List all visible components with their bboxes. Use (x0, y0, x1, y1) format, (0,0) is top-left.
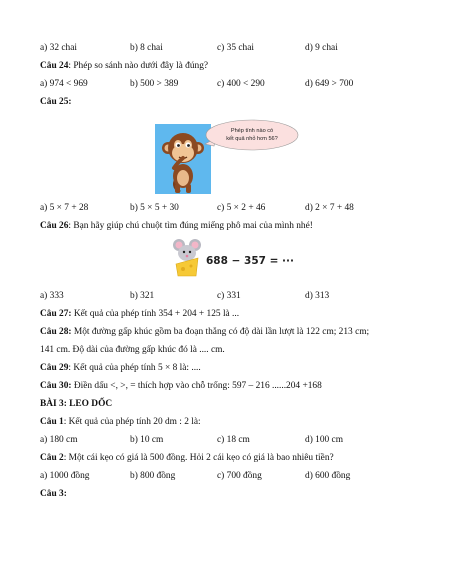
b2-text: : Một cái kẹo có giá là 500 đồng. Hỏi 2 cái kẹo có giá là bao nhiêu tiền? (63, 453, 334, 463)
option-a: a) 1000 đồng (40, 471, 90, 481)
option-d: d) 600 đồng (305, 471, 351, 481)
option-c: c) 331 (217, 291, 241, 301)
option-c: c) 35 chai (217, 43, 254, 53)
b1-question (40, 416, 201, 428)
q27-text: Kết quả của phép tính 354 + 204 + 125 là ... (71, 309, 240, 319)
q28-text: Một đường gấp khúc gồm ba đoạn thẳng có độ dài lần lượt là 122 cm; 213 cm; (71, 327, 370, 337)
option-b: b) 500 > 389 (130, 79, 179, 89)
q24-question (40, 60, 208, 72)
q24-options (40, 78, 420, 90)
option-a: a) 180 cm (40, 435, 78, 445)
q26-text: : Bạn hãy giúp chú chuột tìm đúng miếng phô mai của mình nhé! (68, 221, 313, 231)
q23-options (40, 42, 420, 54)
q30-text: Điền dấu <, >, = thích hợp vào chỗ trống: 597 – 216 ......204 +168 (71, 381, 322, 391)
option-a: a) 333 (40, 291, 64, 301)
option-d: d) 100 cm (305, 435, 344, 445)
option-a: a) 32 chai (40, 43, 77, 53)
option-c: c) 700 đồng (217, 471, 262, 481)
q24-text: : Phép so sánh nào dưới đây là đúng? (68, 61, 209, 71)
q28-question-cont: 141 cm. Độ dài của đường gấp khúc đó là .... cm. (40, 345, 225, 355)
option-c: c) 18 cm (217, 435, 250, 445)
option-b: b) 10 cm (130, 435, 164, 445)
q30-label: Câu 30: (40, 381, 72, 391)
q28-label: Câu 28: (40, 327, 72, 337)
q29-question (40, 362, 201, 374)
q25-label: Câu 25: (40, 97, 72, 107)
b1-text: : Kết quả của phép tính 20 dm : 2 là: (63, 417, 201, 427)
q26-label: Câu 26 (40, 221, 69, 231)
option-d: d) 649 > 700 (305, 79, 354, 89)
b2-question (40, 452, 334, 464)
bubble-line-1: Phép tính nào có (230, 128, 274, 134)
q29-label: Câu 29 (40, 363, 69, 373)
q30-question (40, 380, 322, 392)
option-d: d) 9 chai (305, 43, 338, 53)
q26-options (40, 290, 420, 302)
bubble-line-2: kết quả nhỏ hơn 56? (226, 136, 278, 142)
b3-label: Câu 3: (40, 489, 67, 499)
b3-question (40, 488, 67, 500)
option-c: c) 5 × 2 + 46 (217, 203, 266, 213)
option-a: a) 5 × 7 + 28 (40, 203, 89, 213)
section-title: BÀI 3: LEO DỐC (40, 399, 113, 409)
mouse-cheese-illustration (170, 236, 300, 280)
option-b: b) 800 đồng (130, 471, 176, 481)
q24-label: Câu 24 (40, 61, 69, 71)
cheese-icon (176, 258, 198, 276)
q27-question (40, 308, 239, 320)
math-expression: 688 − 357 = ··· (206, 255, 295, 267)
b1-options (40, 434, 420, 446)
option-a: a) 974 < 969 (40, 79, 88, 89)
option-b: b) 8 chai (130, 43, 163, 53)
speech-bubble (205, 120, 298, 150)
option-d: d) 313 (305, 291, 330, 301)
b2-label: Câu 2 (40, 453, 64, 463)
mouse-icon (173, 239, 201, 276)
q25-question (40, 96, 72, 108)
q27-label: Câu 27: (40, 309, 72, 319)
b2-options (40, 470, 420, 482)
q29-text: : Kết quả của phép tính 5 × 8 là: .... (68, 363, 201, 373)
q26-question (40, 220, 313, 232)
option-d: d) 2 × 7 + 48 (305, 203, 354, 213)
b1-label: Câu 1 (40, 417, 64, 427)
monkey-illustration (150, 118, 300, 194)
q25-options (40, 202, 420, 214)
option-b: b) 321 (130, 291, 155, 301)
option-b: b) 5 × 5 + 30 (130, 203, 179, 213)
option-c: c) 400 < 290 (217, 79, 265, 89)
q28-question (40, 326, 369, 338)
